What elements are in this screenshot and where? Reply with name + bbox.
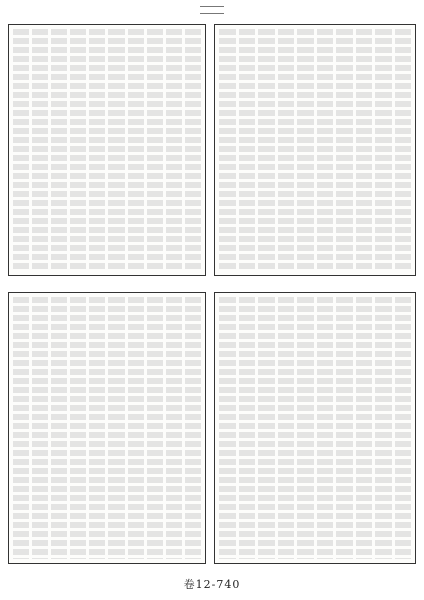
text-column <box>258 29 275 271</box>
text-column <box>278 29 295 271</box>
text-column <box>297 297 314 559</box>
text-column <box>89 29 105 271</box>
text-column <box>336 297 353 559</box>
text-column <box>395 29 412 271</box>
text-column <box>128 29 144 271</box>
text-column <box>219 29 236 271</box>
text-column <box>356 29 373 271</box>
text-column <box>128 297 144 559</box>
text-column <box>185 29 201 271</box>
text-column <box>166 297 182 559</box>
text-column <box>147 297 163 559</box>
text-column <box>219 297 236 559</box>
panel-bottom-right-columns <box>219 297 411 559</box>
text-column <box>336 29 353 271</box>
text-column <box>317 29 334 271</box>
text-column <box>185 297 201 559</box>
panel-bottom-right <box>214 292 416 564</box>
top-ornament <box>200 6 224 14</box>
text-column <box>89 297 105 559</box>
text-column <box>32 297 48 559</box>
panel-bottom-left-columns <box>13 297 201 559</box>
text-column <box>13 29 29 271</box>
text-column <box>395 297 412 559</box>
text-column <box>70 297 86 559</box>
text-column <box>51 29 67 271</box>
text-column <box>147 29 163 271</box>
text-column <box>70 29 86 271</box>
text-column <box>317 297 334 559</box>
text-column <box>32 29 48 271</box>
panel-top-right <box>214 24 416 276</box>
text-column <box>375 297 392 559</box>
text-column <box>13 297 29 559</box>
text-column <box>375 29 392 271</box>
text-column <box>297 29 314 271</box>
text-column <box>239 29 256 271</box>
text-column <box>278 297 295 559</box>
panel-top-left <box>8 24 206 276</box>
text-column <box>108 297 124 559</box>
page-number: 卷12-740 <box>183 578 241 591</box>
text-column <box>258 297 275 559</box>
text-column <box>108 29 124 271</box>
panel-top-left-columns <box>13 29 201 271</box>
panel-bottom-left <box>8 292 206 564</box>
text-column <box>356 297 373 559</box>
text-column <box>166 29 182 271</box>
text-column <box>51 297 67 559</box>
panel-top-right-columns <box>219 29 411 271</box>
text-column <box>239 297 256 559</box>
